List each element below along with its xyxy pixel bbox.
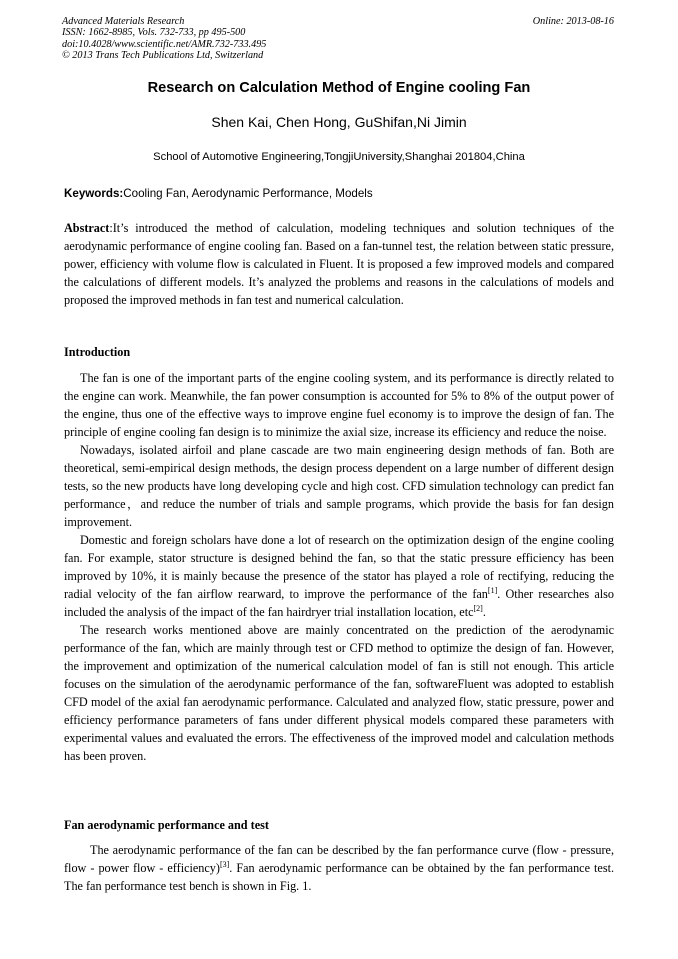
keywords-text: Cooling Fan, Aerodynamic Performance, Models	[123, 187, 373, 200]
keywords-label: Keywords:	[64, 187, 124, 200]
citation-3[interactable]: [3]	[219, 859, 230, 869]
intro-paragraph-3: Domestic and foreign scholars have done a lot of research on the optimization design of the engine cooling fan. For example, stator structure is designed behind the fan, so that the static pressure efficiency has been improved by 10%, it is mainly because the presence of the stator has played a role of rectifying, reducing the radial velocity of the fan airflow rearward, to improve the performance of the fan[1]. Other researches also included the analysis of the impact of the fan hairdryer trial installation location, etc[2].	[64, 533, 615, 619]
citation-2[interactable]: [2]	[473, 603, 483, 613]
fan-paragraph-1: The aerodynamic performance of the fan can be described by the fan performance curve (flow - pressure, flow - power flow - efficiency)[3]. Fan aerodynamic performance can be obtained by the fan performance test. The fan performance test bench is shown in Fig. 1.	[64, 843, 614, 893]
intro-paragraph-1: The fan is one of the important parts of the engine cooling system, and its performance is directly related to the engine can work. Meanwhile, the fan power consumption is accounted for 5% to 8% of the output power of the engine, thus one of the effective ways to improve engine fuel economy is to improve the design of fan. The principle of engine cooling fan design is to minimize the axial size, increase its efficiency and reduce the noise.	[64, 371, 614, 439]
copyright-line: © 2013 Trans Tech Publications Ltd, Switzerland	[62, 50, 264, 62]
citation-1[interactable]: [1]	[487, 585, 498, 595]
journal-name: Advanced Materials Research	[62, 16, 185, 27]
introduction-heading: Introduction	[64, 345, 131, 359]
section-heading-fan-performance: Fan aerodynamic performance and test	[64, 818, 269, 832]
intro-paragraph-2: Nowadays, isolated airfoil and plane cascade are two main engineering design methods of fan. Both are theoretical, semi-empirical design methods, the design process dependent on a large number of different design tests, so the new products have long developing cycle and high cost. CFD simulation technology can predict fan performance，and reduce the number of trials and sample programs, which provide the basis for fan design improvement.	[64, 443, 614, 529]
journal-header	[62, 16, 422, 62]
fan-performance-body	[64, 841, 614, 895]
affiliation: School of Automotive Engineering,TongjiUniversity,Shanghai 201804,China	[153, 151, 525, 163]
online-date: Online: 2013-08-16	[532, 16, 614, 27]
abstract-text: :It’s introduced the method of calculation, modeling techniques and solution techniques of the aerodynamic performance of engine cooling fan. Based on a fan-tunnel test, the relation between static pressure, power, efficiency with volume flow is calculated in Fluent. It is proposed a few improved models and compared the calculations of different models. It’s analyzed the problems and reasons in the calculations of models and proposed the improved methods in fan test and numerical calculation.	[64, 221, 614, 307]
keywords-line	[64, 187, 624, 200]
paper-title: Research on Calculation Method of Engine cooling Fan	[147, 80, 531, 96]
doi-line[interactable]: doi:10.4028/www.scientific.net/AMR.732-733.495	[62, 38, 267, 50]
issn-line: ISSN: 1662-8985, Vols. 732-733, pp 495-500	[62, 27, 246, 39]
abstract-label: Abstract	[64, 221, 110, 235]
introduction-body	[64, 369, 614, 765]
abstract	[64, 219, 614, 309]
author-list: Shen Kai, Chen Hong, GuShifan,Ni Jimin	[211, 114, 467, 130]
intro-paragraph-4: The research works mentioned above are mainly concentrated on the prediction of the aerodynamic performance of the fan, which are mainly through test or CFD method to optimize the design of fan. However, the improvement and optimization of the numerical calculation model of fan is still not enough. This article focuses on the simulation of the aerodynamic performance of the fan, softwareFluent was adopted to establish CFD model of the axial fan aerodynamic performance. Calculated and analyzed flow, static pressure, power and efficiency performance parameters of fans under different physical models compared these parameters with experimental values and evaluated the errors. The effectiveness of the improved model and calculation methods has been proven.	[64, 623, 614, 763]
